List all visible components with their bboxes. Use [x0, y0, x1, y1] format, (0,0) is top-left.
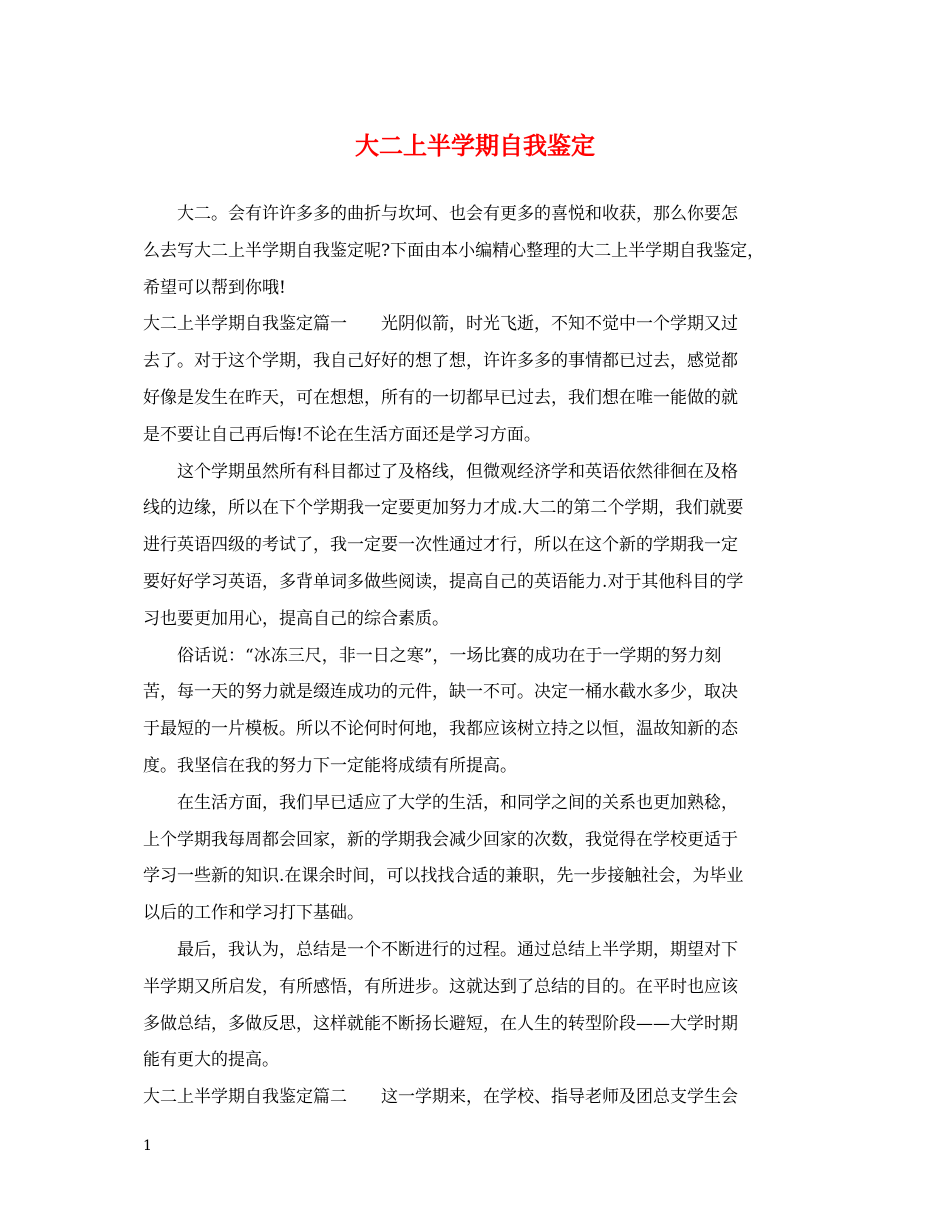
- text-line: 大二上半学期自我鉴定篇二 这一学期来，在学校、指导老师及团总支学生会: [143, 1087, 738, 1108]
- text-line: 要好好学习英语，多背单词多做些阅读，提高自己的英语能力.对于其他科目的学: [143, 571, 744, 592]
- text-line: 好像是发生在昨天，可在想想，所有的一切都早已过去，我们想在唯一能做的就: [143, 387, 738, 408]
- text-line: 大二。会有许许多多的曲折与坎坷、也会有更多的喜悦和收获，那么你要怎: [143, 204, 738, 224]
- text-line: 线的边缘，所以在下个学期我一定要更加努力才成.大二的第二个学期，我们就要: [143, 498, 744, 519]
- page-number: 1: [143, 1138, 152, 1154]
- text-line: 么去写大二上半学期自我鉴定呢?下面由本小编精心整理的大二上半学期自我鉴定，: [143, 240, 765, 261]
- text-line: 多做总结，多做反思，这样就能不断扬长避短，在人生的转型阶段——大学时期: [143, 1013, 738, 1034]
- text-line: 进行英语四级的考试了，我一定要一次性通过才行，所以在这个新的学期我一定: [143, 535, 738, 556]
- text-line: 度。我坚信在我的努力下一定能将成绩有所提高。: [143, 755, 517, 776]
- text-line: 是不要让自己再后悔!不论在生活方面还是学习方面。: [143, 424, 541, 445]
- text-line: 俗话说：“冰冻三尺，非一日之寒”，一场比赛的成功在于一学期的努力刻: [143, 645, 722, 666]
- text-line: 上个学期我每周都会回家，新的学期我会减少回家的次数，我觉得在学校更适于: [143, 829, 738, 850]
- text-line: 能有更大的提高。: [143, 1050, 279, 1071]
- text-line: 半学期又所启发，有所感悟，有所进步。这就达到了总结的目的。在平时也应该: [143, 976, 738, 997]
- text-line: 希望可以帮到你哦!: [143, 277, 286, 298]
- text-line: 这个学期虽然所有科目都过了及格线，但微观经济学和英语依然徘徊在及格: [143, 461, 738, 482]
- document-body: [143, 196, 811, 1116]
- text-line: 于最短的一片模板。所以不论何时何地，我都应该树立持之以恒，温故知新的态: [143, 719, 738, 740]
- document-title: 大二上半学期自我鉴定: [355, 131, 595, 160]
- text-line: 大二上半学期自我鉴定篇一 光阴似箭，时光飞逝，不知不觉中一个学期又过: [143, 314, 738, 335]
- text-line: 在生活方面，我们早已适应了大学的生活，和同学之间的关系也更加熟稔，: [143, 792, 738, 813]
- text-line: 去了。对于这个学期，我自己好好的想了想，许许多多的事情都已过去，感觉都: [143, 351, 738, 372]
- text-line: 学习一些新的知识.在课余时间，可以找找合适的兼职，先一步接触社会，为毕业: [143, 866, 744, 887]
- text-line: 习也要更加用心，提高自己的综合素质。: [143, 608, 449, 629]
- text-line: 苦，每一天的努力就是缀连成功的元件，缺一不可。决定一桶水截水多少，取决: [143, 682, 738, 703]
- text-line: 以后的工作和学习打下基础。: [143, 903, 364, 924]
- text-line: 最后，我认为，总结是一个不断进行的过程。通过总结上半学期，期望对下: [143, 939, 738, 960]
